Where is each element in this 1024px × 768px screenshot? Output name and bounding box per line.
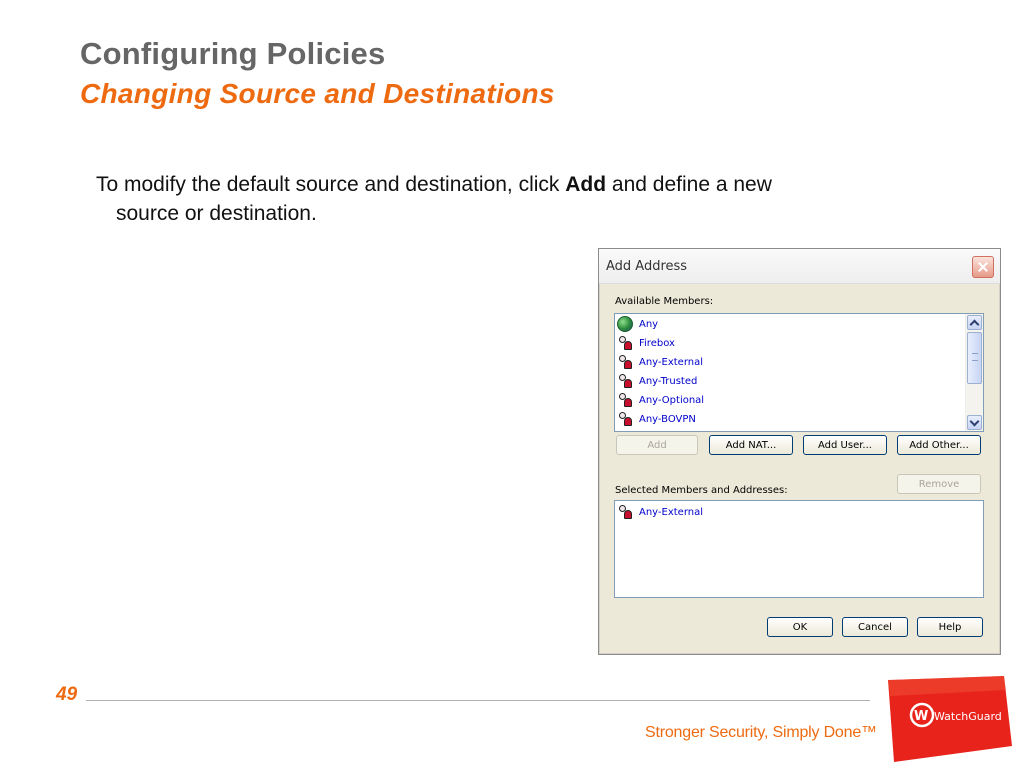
add-address-dialog	[598, 248, 1001, 655]
list-item-label: Any-External	[639, 356, 704, 368]
list-item[interactable]	[617, 372, 697, 390]
list-item[interactable]	[617, 410, 696, 428]
list-item[interactable]	[617, 334, 675, 352]
add-user-button[interactable]: Add User...	[803, 435, 887, 455]
group-icon	[617, 411, 633, 427]
scroll-up-icon[interactable]	[967, 315, 982, 330]
list-item[interactable]	[617, 391, 704, 409]
list-item-label: Any-Optional	[639, 394, 705, 406]
body-paragraph	[96, 170, 966, 228]
page-number: 49	[56, 684, 78, 705]
svg-text:W: W	[914, 709, 929, 724]
group-icon	[617, 373, 633, 389]
available-members-label: Available Members:	[615, 296, 714, 307]
help-button[interactable]: Help	[917, 617, 983, 637]
list-item-label: Any	[639, 318, 659, 330]
available-members-list[interactable]	[614, 313, 984, 432]
group-icon	[617, 392, 633, 408]
slide-subtitle: Changing Source and Destinations	[80, 78, 555, 109]
list-item-label: Any-External	[639, 506, 704, 518]
dialog-title: Add Address	[606, 259, 688, 274]
add-nat-button[interactable]: Add NAT...	[709, 435, 793, 455]
list-item-label: Any-Trusted	[639, 375, 698, 387]
body-text-part2: and define a new	[606, 173, 772, 196]
close-icon[interactable]	[972, 256, 994, 278]
globe-icon	[617, 316, 633, 332]
list-item[interactable]	[617, 503, 703, 521]
dialog-titlebar[interactable]	[599, 249, 1000, 284]
list-item-label: Firebox	[639, 337, 675, 349]
add-button[interactable]: Add	[616, 435, 698, 455]
group-icon	[617, 354, 633, 370]
ok-button[interactable]: OK	[767, 617, 833, 637]
body-text-part1: To modify the default source and destination, click	[96, 173, 566, 196]
list-item[interactable]	[617, 315, 658, 333]
body-text-line2: source or destination.	[116, 202, 317, 225]
group-icon	[617, 335, 633, 351]
vertical-scrollbar[interactable]	[965, 314, 983, 431]
cancel-button[interactable]: Cancel	[842, 617, 908, 637]
list-item-label: Any-BOVPN	[639, 413, 696, 425]
watchguard-logo	[888, 676, 1012, 762]
list-item[interactable]	[617, 353, 703, 371]
footer-divider	[86, 700, 870, 701]
group-icon	[617, 504, 633, 520]
body-text-bold: Add	[565, 173, 607, 196]
logo-wordmark: WatchGuard	[934, 710, 1002, 723]
scroll-thumb[interactable]	[967, 332, 982, 384]
slide-title: Configuring Policies	[80, 36, 386, 71]
tagline: Stronger Security, Simply Done™	[645, 724, 877, 741]
remove-button[interactable]: Remove	[897, 474, 981, 494]
scroll-down-icon[interactable]	[967, 415, 982, 430]
selected-members-label: Selected Members and Addresses:	[615, 485, 788, 496]
add-other-button[interactable]: Add Other...	[897, 435, 981, 455]
selected-members-list[interactable]	[614, 500, 984, 598]
